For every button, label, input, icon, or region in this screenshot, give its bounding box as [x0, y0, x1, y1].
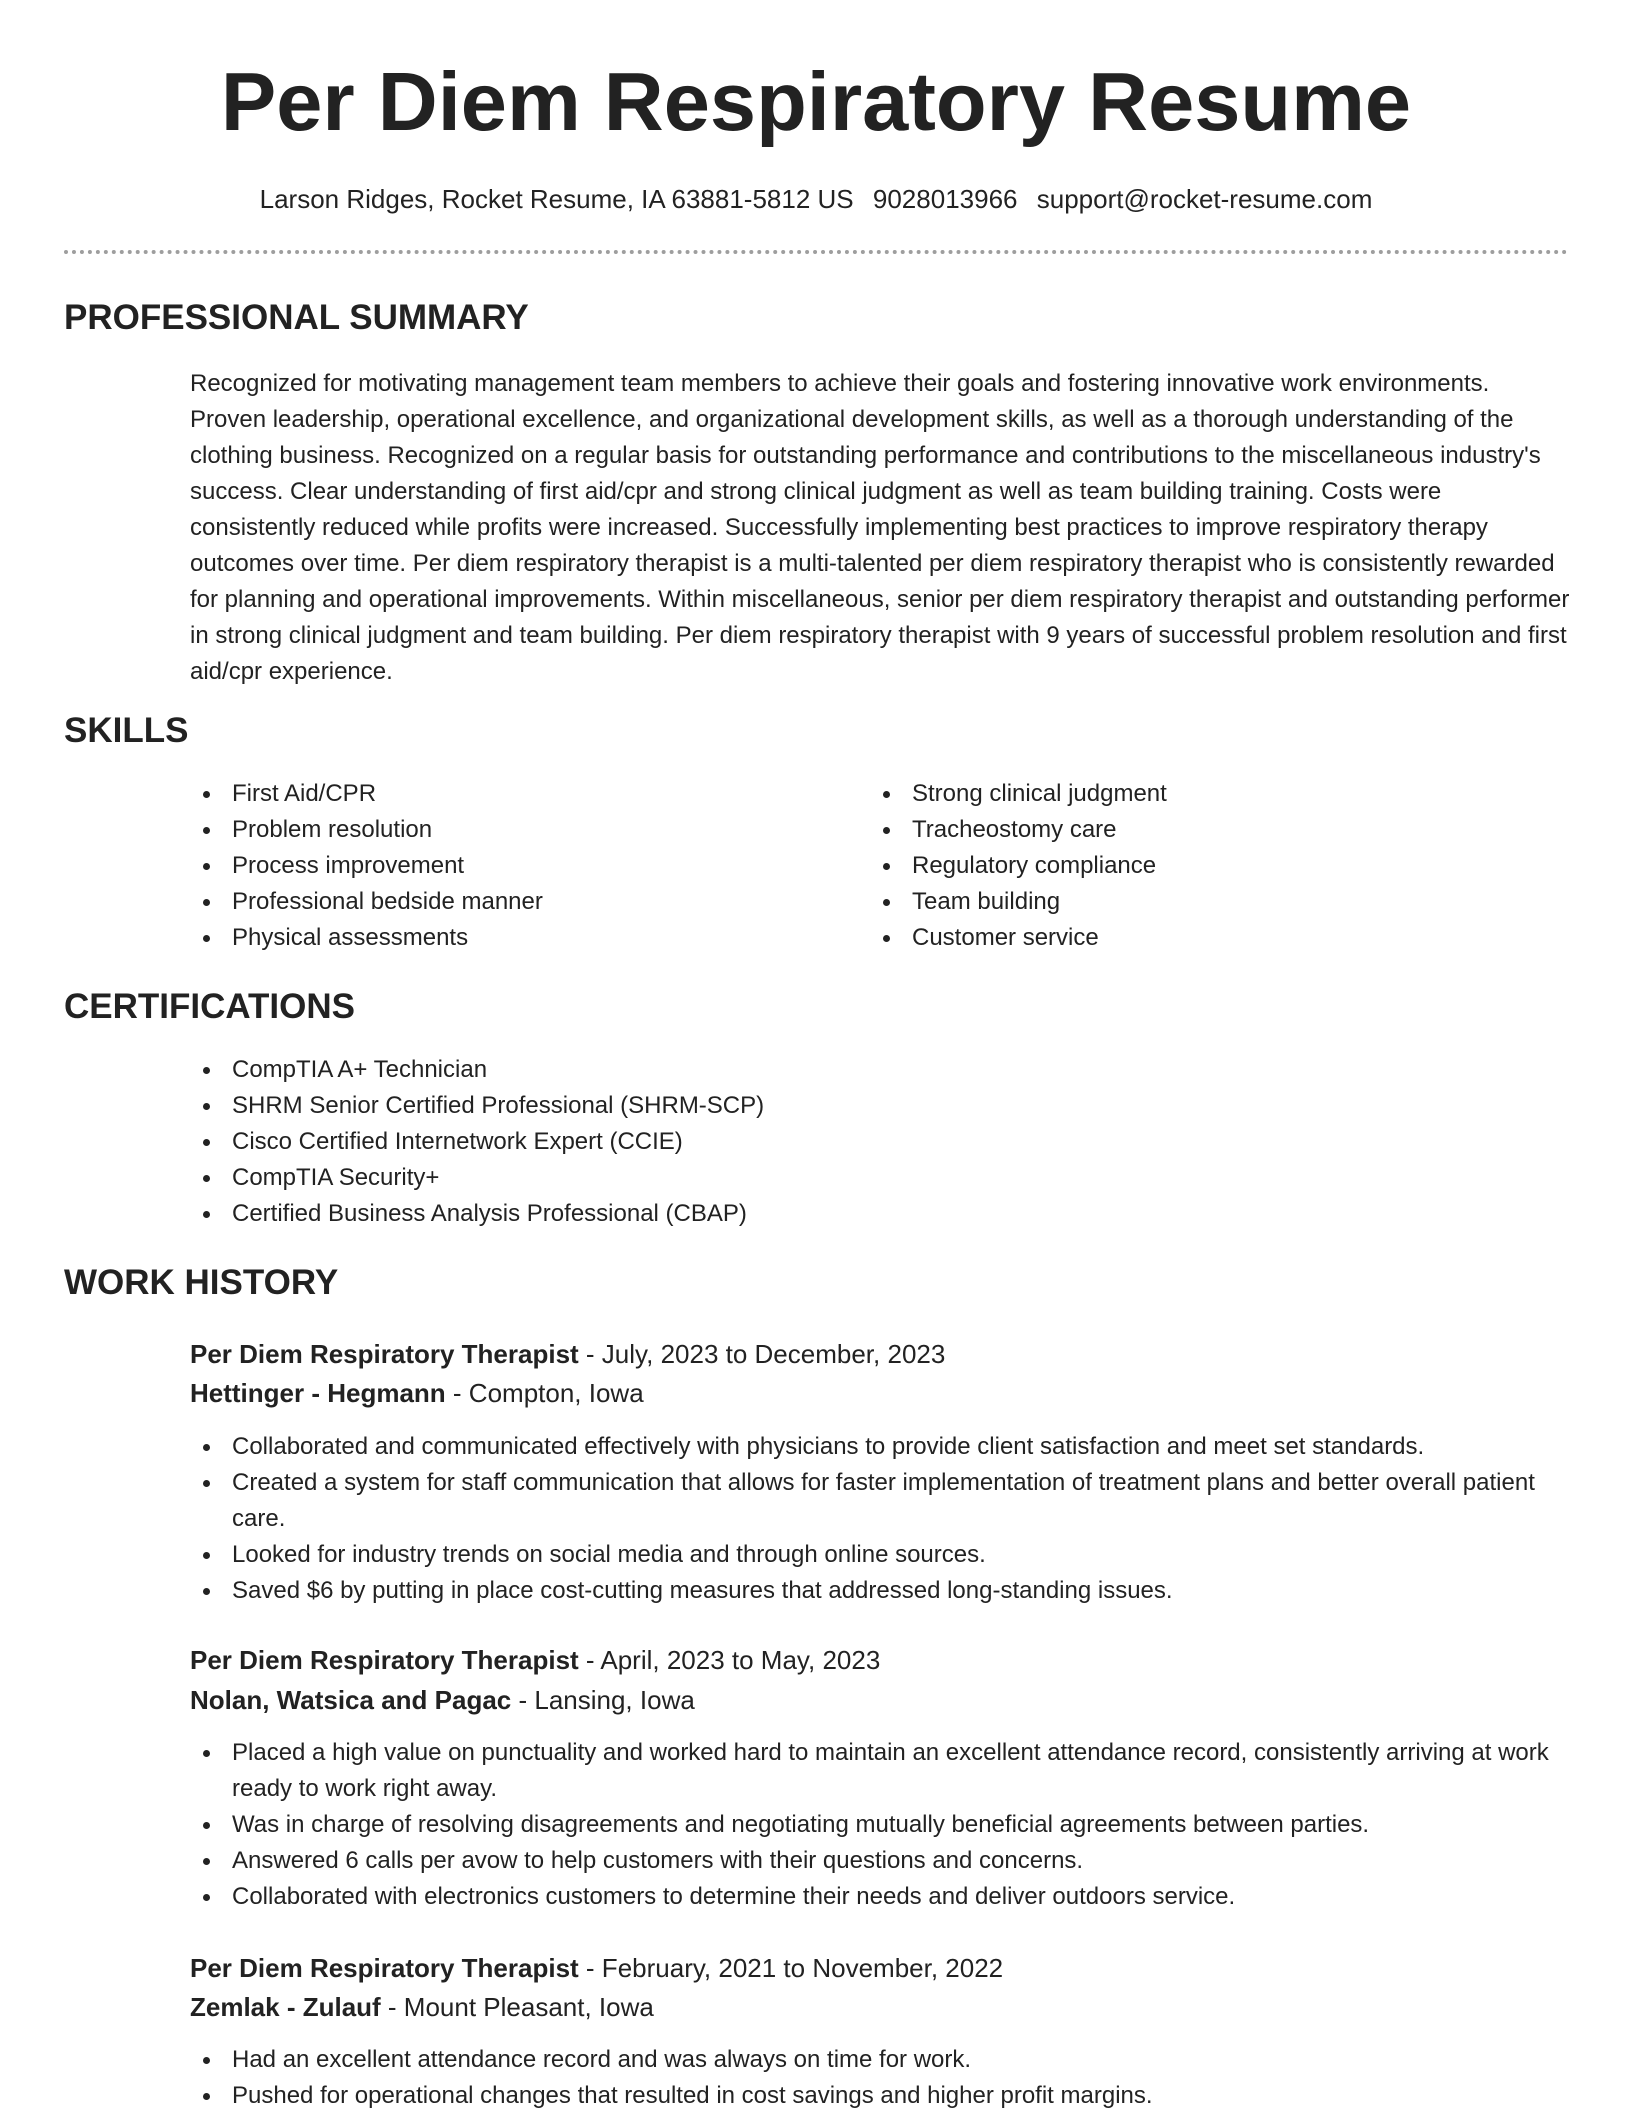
job-bullet: Created a system for staff communication that allows for faster implementation of treatment plans and better overall patient care. — [188, 1465, 1568, 1537]
job-location: - Compton, Iowa — [445, 1378, 644, 1408]
job-bullets — [188, 1735, 1568, 1915]
job-dates: - April, 2023 to May, 2023 — [578, 1645, 881, 1675]
job-company-line — [190, 1989, 654, 2025]
job-company-line — [190, 1375, 644, 1411]
job-role: Per Diem Respiratory Therapist — [190, 1645, 579, 1675]
job-role: Per Diem Respiratory Therapist — [190, 1339, 579, 1369]
job-company-line — [190, 1682, 695, 1718]
contact-phone: 9028013966 — [872, 184, 1018, 214]
summary-heading: PROFESSIONAL SUMMARY — [64, 298, 529, 337]
job-bullet: Collaborated and communicated effectively with physicians to provide client satisfaction and meet set standards. — [188, 1429, 1568, 1465]
certifications-list — [188, 1052, 1488, 1232]
skill-item: Problem resolution — [188, 812, 828, 848]
contact-address: Larson Ridges, Rocket Resume, IA 63881-5812 US — [259, 184, 854, 214]
job-bullet: Had an excellent attendance record and was always on time for work. — [188, 2042, 1568, 2078]
job-bullet: Looked for industry trends on social media and through online sources. — [188, 1537, 1568, 1573]
job-bullet: Collaborated with electronics customers to determine their needs and deliver outdoors service. — [188, 1879, 1568, 1915]
job-location: - Lansing, Iowa — [511, 1685, 695, 1715]
job-bullets — [188, 1429, 1568, 1609]
job-role: Per Diem Respiratory Therapist — [190, 1953, 579, 1983]
job-title-line — [190, 1336, 945, 1372]
skills-list-right — [868, 776, 1508, 956]
skill-item: Regulatory compliance — [868, 848, 1508, 884]
certification-item: SHRM Senior Certified Professional (SHRM-SCP) — [188, 1088, 1488, 1124]
skill-item: Tracheostomy care — [868, 812, 1508, 848]
job-company: Hettinger - Hegmann — [190, 1378, 446, 1408]
job-company: Zemlak - Zulauf — [190, 1992, 381, 2022]
contact-line — [0, 182, 1632, 216]
job-company: Nolan, Watsica and Pagac — [190, 1685, 512, 1715]
certification-item: CompTIA A+ Technician — [188, 1052, 1488, 1088]
certification-item: Cisco Certified Internetwork Expert (CCIE) — [188, 1124, 1488, 1160]
certification-item: Certified Business Analysis Professional (CBAP) — [188, 1196, 1488, 1232]
job-bullet: Placed a high value on punctuality and worked hard to maintain an excellent attendance record, consistently arriving at work ready to work right away. — [188, 1735, 1568, 1807]
job-dates: - February, 2021 to November, 2022 — [578, 1953, 1004, 1983]
job-bullet: Answered 6 calls per avow to help customers with their questions and concerns. — [188, 1843, 1568, 1879]
job-title-line — [190, 1950, 1003, 1986]
job-location: - Mount Pleasant, Iowa — [380, 1992, 654, 2022]
skill-item: Physical assessments — [188, 920, 828, 956]
job-bullet: Pushed for operational changes that resulted in cost savings and higher profit margins. — [188, 2078, 1568, 2114]
job-dates: - July, 2023 to December, 2023 — [578, 1339, 946, 1369]
resume-title: Per Diem Respiratory Resume — [220, 55, 1412, 148]
certifications-heading: CERTIFICATIONS — [64, 987, 356, 1026]
job-bullet: Saved $6 by putting in place cost-cutting measures that addressed long-standing issues. — [188, 1573, 1568, 1609]
certification-item: CompTIA Security+ — [188, 1160, 1488, 1196]
skill-item: Customer service — [868, 920, 1508, 956]
skill-item: Professional bedside manner — [188, 884, 828, 920]
job-bullets — [188, 2042, 1568, 2114]
skills-list-left — [188, 776, 828, 956]
skill-item: Process improvement — [188, 848, 828, 884]
skill-item: Strong clinical judgment — [868, 776, 1508, 812]
job-title-line — [190, 1642, 880, 1678]
contact-email: support@rocket-resume.com — [1036, 184, 1373, 214]
header-divider — [64, 250, 1568, 254]
summary-text: Recognized for motivating management team members to achieve their goals and fostering innovative work environments. Proven leadership, operational excellence, and organizational development skills, as well as a thorough understanding of the clothing business. Recognized on a regular basis for outstanding performance and contributions to the miscellaneous industry's success. Clear understanding of first aid/cpr and strong clinical judgment as well as team building training. Costs were consistently reduced while profits were increased. Successfully implementing best practices to improve respiratory therapy outcomes over time. Per diem respiratory therapist is a multi-talented per diem respiratory therapist who is consistently rewarded for planning and operational improvements. Within miscellaneous, senior per diem respiratory therapist and outstanding performer in strong clinical judgment and team building. Per diem respiratory therapist with 9 years of successful problem resolution and first aid/cpr experience. — [190, 370, 1570, 685]
work-history-heading: WORK HISTORY — [64, 1263, 339, 1302]
skills-heading: SKILLS — [64, 711, 189, 750]
skill-item: Team building — [868, 884, 1508, 920]
skill-item: First Aid/CPR — [188, 776, 828, 812]
job-bullet: Was in charge of resolving disagreements and negotiating mutually beneficial agreements between parties. — [188, 1807, 1568, 1843]
